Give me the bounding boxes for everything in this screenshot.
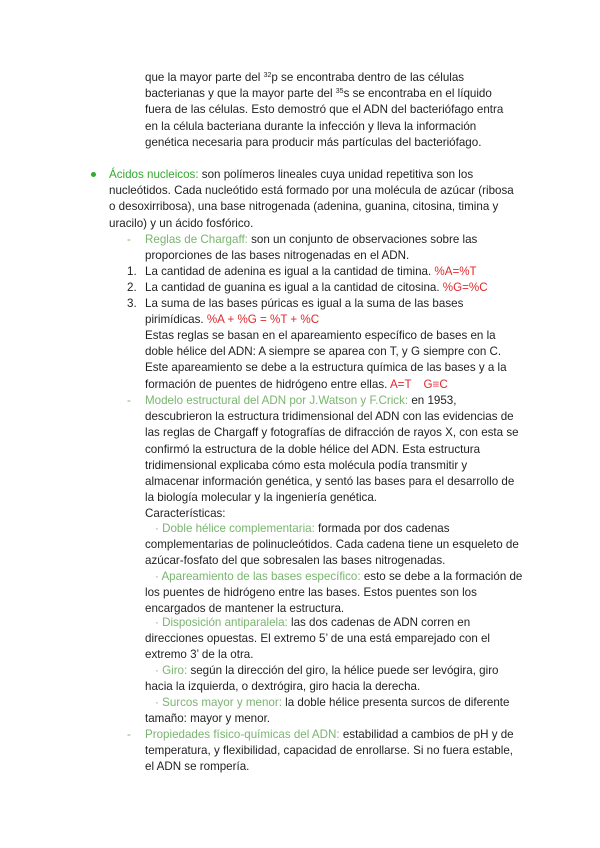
rule-3-number: 3. [127,297,137,310]
acidos-term: Ácidos nucleicos: [109,168,199,181]
feature-1-marker: · [155,522,163,535]
feature-5-marker: · [155,696,163,709]
chargaff-explanation [145,328,525,393]
pair-gc: G≡C [423,377,448,391]
rule-3 [145,296,515,328]
rule-1-number: 1. [127,265,137,278]
feature-1-term: Doble hélice complementaria: [162,522,315,535]
explanation-text: Estas reglas se basan en el apareamiento específico de bases en la doble hélice del ADN: A siempre se aparea con T, y G siempre con C. Este apareamiento se debe a la estructura química de las bases y a la formación de puentes de hidrógeno entre ellas. [145,329,507,391]
bullet-dot-icon [91,172,96,177]
dash-marker-chargaff: - [127,233,131,246]
rule-1-text: La cantidad de adenina es igual a la cantidad de timina. [145,265,435,278]
intro-paragraph [145,70,515,151]
feature-4-marker: · [155,664,163,677]
chargaff-text: son un conjunto de observaciones sobre las proporciones de las bases nitrogenadas en el ADN. [145,233,478,263]
feature-3-term: Disposición antiparalela: [162,616,288,629]
modelo-paragraph [145,393,520,523]
feature-2-text: esto se debe a la formación de los puentes de hidrógeno entre las bases. Estos puentes son los encargados de mantener la estructura. [145,570,523,616]
feature-apareamiento [145,569,530,618]
rule-2-text: La cantidad de guanina es igual a la cantidad de citosina. [145,281,443,294]
sup-35: 35 [335,88,344,96]
feature-antiparalela [145,615,510,664]
modelo-term: Modelo estructural del ADN por J.Watson y F.Crick: [145,394,409,407]
acidos-nucleicos-paragraph [109,167,515,232]
rule-2 [145,280,517,296]
feature-1-text: formada por dos cadenas complementarias de polinucleótidos. Cada cadena tiene un esqueleto de azúcar-fosfato del que sobresalen las bases nitrogenadas. [145,522,519,568]
feature-3-marker: · [155,616,163,629]
dash-marker-modelo: - [127,394,131,407]
rule-3-text: La suma de las bases púricas es igual a la suma de las bases pirimídicas. [145,297,464,327]
feature-doble-helice [145,521,523,570]
feature-2-term: Apareamiento de las bases específico: [161,570,361,583]
intro-line1-mid: p se encontraba dentro de las células [271,71,465,84]
feature-giro [145,663,517,695]
feature-4-text: según la dirección del giro, la hélice puede ser levógira, giro hacia la izquierda, o dextrógira, giro hacia la derecha. [145,664,499,694]
rule-3-formula: %A + %G = %T + %C [206,313,320,327]
feature-2-marker: · [155,570,162,583]
propiedades-text: estabilidad a cambios de pH y de temperatura, y flexibilidad, capacidad de enrollarse. Si no fuera estable, el ADN se rompería. [145,728,514,774]
intro-line1-pre: que la mayor parte del [145,71,264,84]
propiedades-term: Propiedades físico-químicas del ADN: [145,728,340,741]
chargaff-term: Reglas de Chargaff: [145,233,248,246]
feature-4-term: Giro: [162,664,188,677]
dash-marker-propiedades: - [127,728,131,741]
modelo-text: en 1953, descubrieron la estructura tridimensional del ADN con las evidencias de las reglas de Chargaff y fotografías de difracción de rayos X, con esta se confirmó la estructura de la doble hélice del ADN. Esta estructura tridimensional explicaba cómo esta molécula podía transmitir y almacenar información genética, y sentó las bases para el desarrollo de la biología molecular y la ingeniería genética. [145,394,519,505]
feature-3-text: las dos cadenas de ADN corren en direcciones opuestas. El extremo 5’ de una está emparejado con el extremo 3’ de la otra. [145,616,491,662]
rule-2-formula: %G=%C [442,281,488,294]
intro-line2-pre: bacterianas y que la mayor parte del [145,87,336,101]
rule-2-number: 2. [127,281,137,294]
rule-1 [145,264,517,280]
feature-surcos [145,695,530,727]
feature-5-text: la doble hélice presenta surcos de diferente tamaño: mayor y menor. [145,696,510,726]
sup-32: 32 [263,72,272,79]
propiedades-paragraph [145,727,517,776]
rule-1-formula: %A=%T [434,265,477,278]
caracteristicas-label: Características: [145,507,226,521]
pair-at: A=T [389,377,412,391]
chargaff-paragraph [145,232,517,264]
intro-rest: fuera de las células. Esto demostró que el ADN del bacteriófago entra en la célula bacteriana durante la infección y lleva la información genética necesaria para producir más partículas del bacteriófago. [145,103,504,149]
feature-5-term: Surcos mayor y menor: [162,696,282,709]
intro-line2-mid: s se encontraba en el líquido [343,87,492,101]
acidos-text: son polímeros lineales cuya unidad repetitiva son los nucleótidos. Cada nucleótido está formado por una molécula de azúcar (ribosa o desoxirribosa), una base nitrogenada (adenina, guanina, citosina, timina y uracilo) y un ácido fosfórico. [109,168,514,230]
